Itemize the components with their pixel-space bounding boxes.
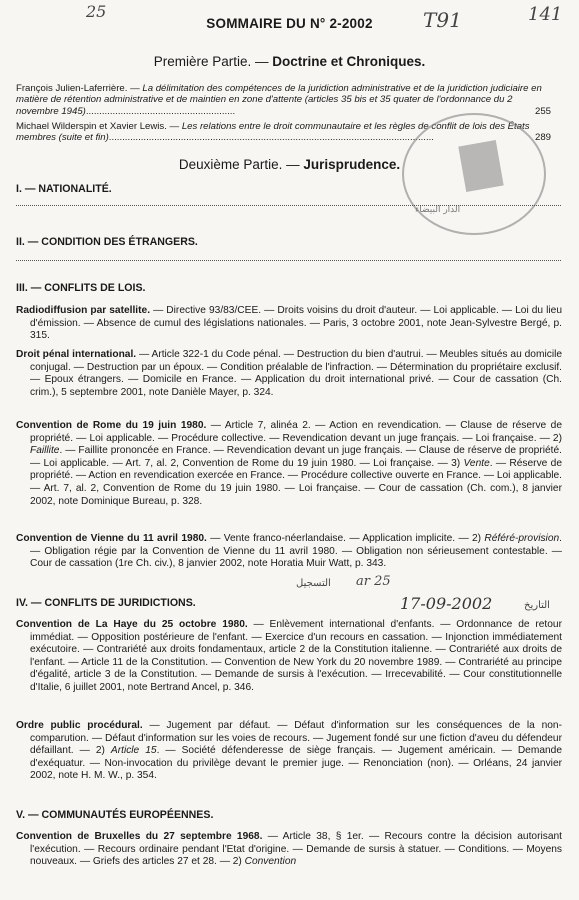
dotted-leader (16, 260, 561, 261)
entry-italic: Convention (244, 856, 297, 868)
entry-italic: Référé-provision (484, 533, 560, 544)
entry-convention-vienne (16, 533, 562, 571)
entry-body: — Directive 93/83/CEE. — Droits voisins du droit d'auteur. — Loi applicable. — Loi du lieu d'émission. — Absence de cumul des législations nationales. — Paris, 3 octobre 2001, note Jean-Sylvestre Bergé, p. 315. (30, 305, 562, 342)
entry-convention-rome (16, 420, 562, 508)
entry-body: . — Réserve de propriété. — Action en revendication exercée en France. — Procédure collective ouverte en France. — Loi applicable. — Art. 7, al. 2, Convention de Rome du 19 juin 1980. — Loi française. — Cour de cassation (Ch. com.), 8 janvier 2002, note Dominique Bureau, p. 328. (30, 457, 562, 507)
entry-heading: Convention de Vienne du 11 avril 1980. (16, 533, 207, 544)
register-value: ar 25 (356, 574, 391, 589)
ref-page-number: 289 (534, 132, 551, 144)
entry-body: . — Faillite prononcée en France. — Revendication devant un juge français. — Clause de réserve de propriété. — Loi applicable. — Art. 7, al. 2, Convention de Rome du 19 juin 1980. — Loi française. — 3) (30, 445, 562, 469)
stamp-seal-mark (458, 140, 503, 192)
part1-title: Doctrine et Chroniques. (272, 54, 426, 69)
entry-convention-bruxelles (16, 831, 562, 869)
entry-body: — Enlèvement international d'enfants. — Ordonnance de retour immédiat. — Opposition postérieure de l'enfant. — Exercice d'un recours en cassation. — Injonction immédiatement exécutoire. — Contrariété aux droits fondamentaux, article 2 de la Constitution italienne. — Contrariété aux droits de l'enfant. — Article 11 de la Constitution. — Convention de New York du 20 novembre 1989. — Contrariété au principe d'égalité, article 3 de la Constitution. — Demande de sursis à l'exécution. — Irrecevabilité. — Cour constitutionnelle d'Italie, 6 juillet 2001, note Bertrand Ancel, p. 346. (30, 619, 562, 693)
page-title: SOMMAIRE DU N° 2-2002 (206, 16, 373, 31)
entry-droit-penal (16, 349, 562, 399)
entry-body: . — Société défenderesse de siège français. — Jugement américain. — Demande d'exéquatur. — Non-invocation du privilège devant le premier juge. — Renonciation (non). — Orléans, 24 janvier 2002, note H. M. W., p. 354. (30, 745, 562, 782)
toc-entry-wilderspin-lewis[interactable]: Michael Wilderspin et Xavier Lewis. — Les relations entre le droit communautaire et les règles de conflit de lois des États membres (suite et fin).......................................................................................................................... 289 (16, 121, 551, 144)
entry-body: — Article 7, alinéa 2. — Action en revendication. — Clause de réserve de propriété. — Loi applicable. — Procédure collective. — Revendication devant un juge français. — Loi française. — 2) (30, 420, 562, 444)
entry-italic: Article 15 (110, 745, 157, 757)
part2-title: Jurisprudence. (303, 157, 401, 172)
part1-heading (0, 54, 579, 69)
handwritten-number-left: 25 (86, 2, 107, 21)
section-nationalite: I. — NATIONALITÉ. (16, 183, 112, 195)
section-conflits-de-juridictions: IV. — CONFLITS DE JURIDICTIONS. (16, 597, 196, 609)
entry-italic: Faillite (30, 445, 60, 457)
entry-heading: Convention de La Haye du 25 octobre 1980. (16, 619, 248, 630)
entry-body: — Jugement par défaut. — Défaut d'information sur les conséquences de la non-comparution. — Défaut d'information sur les voies de recours. — Jugement fondé sur une fiction d'aveu du défendeur défaillant. — 2) (30, 720, 562, 757)
entry-heading: Convention de Rome du 19 juin 1980. (16, 420, 207, 431)
handwritten-number-right: 141 (528, 4, 563, 25)
entry-radiodiffusion (16, 305, 562, 343)
part2-prefix: Deuxième Partie. — (178, 157, 304, 172)
toc-entry-julien-laferriere[interactable]: François Julien-Laferrière. — La délimitation des compétences de la juridiction administrative et de la juridiction judiciaire en matière de rétention administrative et de maintien en zone d'attente (articles 35 bis et 35 quater de l'ordonnance du 2 novembre 1945)........................................................ 255 (16, 83, 551, 117)
entry-body: . — Obligation régie par la Convention de Vienne du 11 avril 1980. — Obligation non sérieusement contestable. — Cour de cassation (1re Ch. civ.), 8 janvier 2002, note Horatia Muir Watt, p. 343. (30, 533, 562, 570)
entry-heading: Convention de Bruxelles du 27 septembre 1968. (16, 831, 263, 842)
entry-italic: Vente (463, 457, 490, 469)
entry-heading: Droit pénal international. (16, 349, 137, 360)
date-label: التاريخ (524, 600, 550, 611)
handwritten-date: 17-09-2002 (400, 594, 493, 613)
entry-body: — Article 38, § 1er. — Recours contre la décision autorisant l'exécution. — Recours ordinaire pendant l'Etat d'origine. — Demande de sursis à statuer. — Conditions. — Moyens nouveaux. — Griefs des articles 27 et 28. — 2) (30, 831, 563, 868)
ref-author: François Julien-Laferrière. — (16, 83, 143, 94)
entry-body: — Vente franco-néerlandaise. — Application implicite. — 2) (206, 533, 485, 544)
ref-author: Michael Wilderspin et Xavier Lewis. — (16, 121, 182, 132)
entry-convention-la-haye (16, 619, 562, 695)
stamp-text: الدار البيضاء (415, 205, 461, 215)
section-condition-etrangers: II. — CONDITION DES ÉTRANGERS. (16, 236, 198, 248)
entry-ordre-public (16, 720, 562, 783)
register-label: التسجيل (296, 578, 331, 589)
ref-title: La délimitation des compétences de la juridiction administrative et de la juridiction judiciaire en matière de rétention administrative et de maintien en zone d'attente (articles 35 bis et 35 quater de l'ordonnance du 2 novembre 1945) (16, 83, 542, 117)
dotted-leader (16, 205, 561, 206)
entry-body: — Article 322-1 du Code pénal. — Destruction du bien d'autrui. — Meubles situés au domicile conjugal. — Destruction par un époux. — Condition préalable de l'infraction. — Détermination du propriétaire exclusif. — Epoux étrangers. — Domicile en France. — Application du droit international privé. — Cour de cassation (Ch. crim.), 5 septembre 2001, note Danièle Mayer, p. 324. (30, 349, 563, 398)
part1-prefix: Première Partie. — (153, 54, 273, 69)
ref-page-number: 255 (534, 105, 551, 117)
entry-heading: Ordre public procédural. (16, 720, 143, 731)
section-communautes-europeennes: V. — COMMUNAUTÉS EUROPÉENNES. (16, 809, 214, 821)
section-conflits-de-lois: III. — CONFLITS DE LOIS. (16, 282, 146, 294)
handwritten-number-center: T91 (423, 8, 462, 32)
ref-title: Les relations entre le droit communautaire et les règles de conflit de lois des États membres (suite et fin) (16, 121, 530, 144)
entry-heading: Radiodiffusion par satellite. (16, 305, 151, 316)
